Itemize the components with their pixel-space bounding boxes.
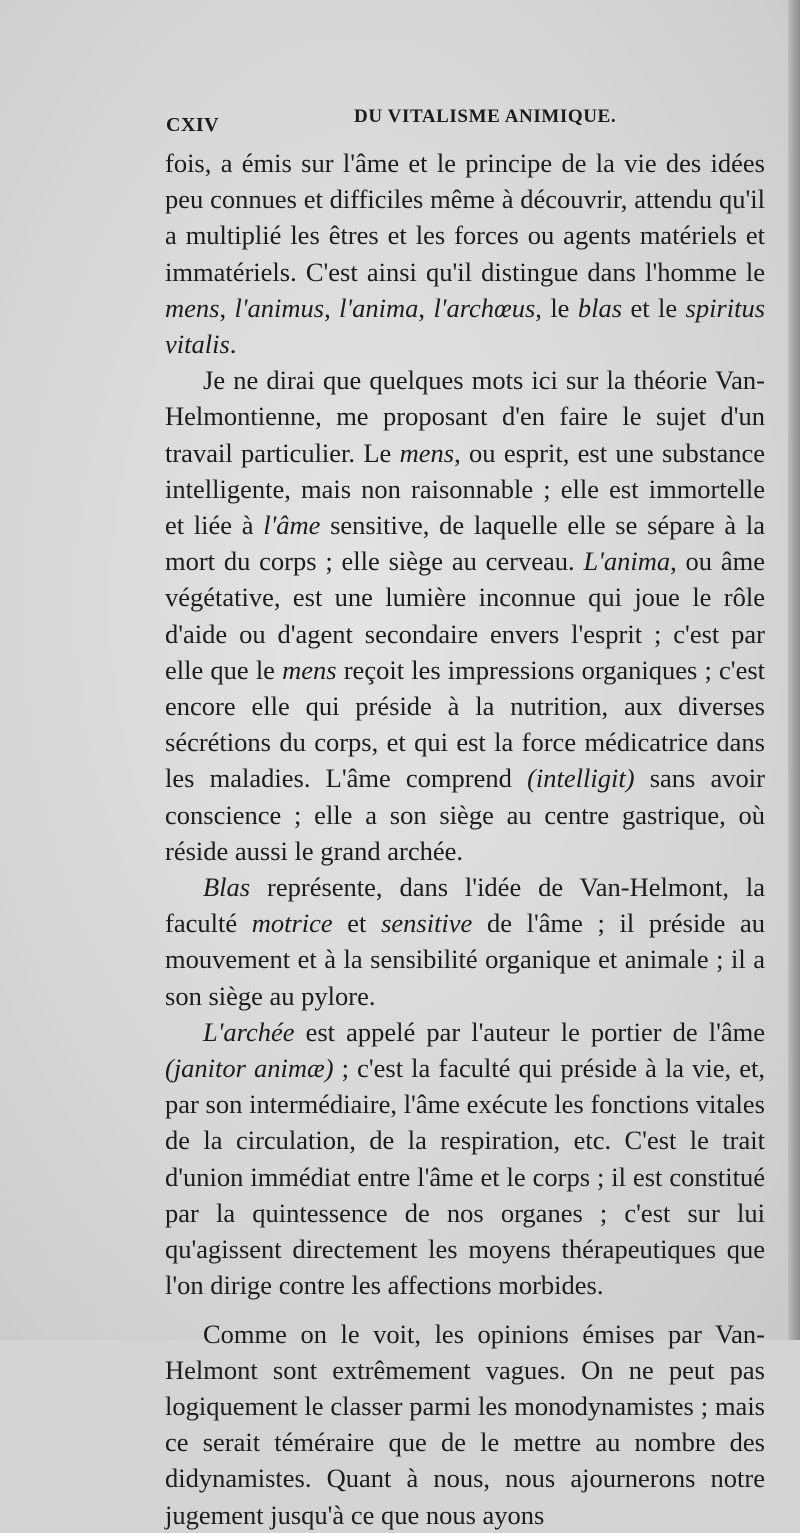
paragraph-1: fois, a émis sur l'âme et le principe de la vie des idées peu connues et difficiles même à découvrir, attendu qu'il a multiplié les êtres et les forces ou agents matériels et immatériels. C'est ainsi qu'il distingue dans l'homme le mens, l'animus, l'anima, l'archœus, le blas et le spiritus vitalis. [165,148,766,360]
paragraph-4: L'archée est appelé par l'auteur le portier de l'âme (janitor animæ) ; c'est la faculté qui préside à la vie, et, par son intermédiaire, l'âme exécute les fonctions vitales de la circulation, de la respiration, etc. C'est le trait d'union immédiat entre l'âme et le corps ; il est constitué par la quintessence de nos organes ; c'est sur lui qu'agissent directement les moyens thérapeutiques que l'on dirige contre les affections morbides. [165,1016,765,1301]
page-spine-shadow [788,0,800,1340]
page-header [166,100,617,140]
page-number: CXIV [166,114,220,136]
paragraph-3: Blas représente, dans l'idée de Van-Helmont, la faculté motrice et sensitive de l'âme ; il préside au mouvement et à la sensibilité organique et animale ; il a son siège au pylore. [165,872,765,1011]
paragraph-2: Je ne dirai que quelques mots ici sur la théorie Van-Helmontienne, me proposant d'en faire le sujet d'un travail particulier. Le mens, ou esprit, est une substance intelligente, mais non raisonnable ; elle est immortelle et liée à l'âme sensitive, de laquelle elle se sépare à la mort du corps ; elle siège au cerveau. L'anima, ou âme végétative, est une lumière inconnue qui joue le rôle d'aide ou d'agent secondaire envers l'esprit ; c'est par elle que le mens reçoit les impressions organiques ; c'est encore elle qui préside à la nutrition, aux diverses sécrétions du corps, et qui est la force médicatrice dans les maladies. L'âme comprend (intelligit) sans avoir conscience ; elle a son siège au centre gastrique, où réside aussi le grand archée. [165,365,765,866]
paragraph-5: Comme on le voit, les opinions émises par Van-Helmont sont extrêmement vagues. On ne peut pas logiquement le classer parmi les monodynamistes ; mais ce serait téméraire que de le mettre au nombre des didynamistes. Quant à nous, nous ajournerons notre jugement jusqu'à ce que nous ayons [165,1318,765,1530]
body-text [165,145,765,1533]
running-title: DU VITALISME ANIMIQUE. [354,106,617,127]
